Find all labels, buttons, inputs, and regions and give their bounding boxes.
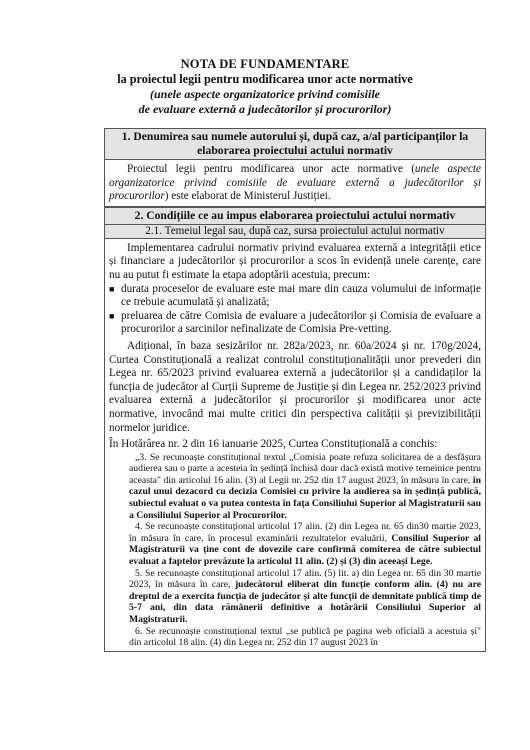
court-decision-quote (129, 452, 481, 649)
section-2-content (104, 239, 486, 652)
quote-item-5: 5. Se recunoaște constituțional articolul 17 alin. (5) lit. a) din Legea nr. 65 din 30 martie 2023, în măsura în care, judecătorul eliberat din funcție conform alin. (4) nu are dreptul de a exercita funcția de judecător și alte funcții de demnitate publică timp de 5-7 ani, din data rămânerii definitive a hotărârii Consiliului Superior al Magistraturii. (129, 567, 482, 625)
section-2-intro: Implementarea cadrului normativ privind evaluarea externă a integrității etice și financiare a judecătorilor și procurorilor a scos în evidență unele carențe, care nu au putut fi estimate la etapa adoptării acestuia, precum: (109, 241, 481, 281)
section-2-1-heading: 2.1. Temeiul legal sau, după caz, sursa proiectului actului normativ (104, 225, 486, 239)
section-1-content (104, 160, 486, 207)
section-2-additional-paragraph: Adițional, în baza sesizărilor nr. 282a/2023, nr. 60a/2024 și nr. 170g/2024, Curtea Constituțională a realizat controlul constituționalității unor prevederi din Legea nr. 65/2023 privind evaluarea externă a judecătorilor și a candidaților la funcția de judecător al Curții Supreme de Justiție și din Legea nr. 252/2023 privind evaluarea externă a judecătorilor și procurorilor și modificarea unor acte normative, invocând mai multe critici din perspectiva calității și previzibilității normelor juridice. (109, 339, 481, 434)
document-subtitle: la proiectul legii pentru modificarea unor acte normative (117, 72, 413, 86)
hotarare-line: În Hotărârea nr. 2 din 16 ianuarie 2025, Curtea Constituțională a conchis: (109, 438, 438, 451)
section-1-heading: 1. Denumirea sau numele autorului și, după caz, a/al participanților la elaborarea proiectului actului normativ (104, 128, 486, 160)
list-item: ■ preluarea de către Comisia de evaluare a judecătorilor și Comisia de evaluare a procurorilor a sarcinilor nefinalizate de Comisia Pre-vetting. (109, 309, 481, 336)
quote-item-4: 4. Se recunoaște constituțional articolul 17 alin. (2) din Legea nr. 65 din30 martie 2023, în măsura în care, în procesul examinării rezultatelor evaluării, Consiliul Superior al Magistraturii va ține cont de dovezile care confirmă comiterea de către subiectul evaluat a faptelor prevăzute la articolul 11 alin. (2) și (3) din aceeași Lege. (129, 521, 481, 568)
problem-list (109, 283, 481, 337)
title-block (0, 56, 530, 117)
list-item: ■ durata proceselor de evaluare este mai mare din cauza volumului de informație ce trebuie acumulată și analizată; (109, 282, 481, 309)
document-title: NOTA DE FUNDAMENTARE (180, 57, 350, 71)
quote-item-3: „3. Se recunoaște constituțional textul „Comisia poate refuza solicitarea de a desfășura audierea sau o parte a acesteia în ședință închisă doar dacă există motive temeinice pentru aceasta" din articolul 16 alin. (3) al Legii nr. 252 din 17 august 2023, în măsura în care, în cazul unui dezacord cu decizia Comisiei cu privire la audierea sa în ședință publică, subiectul evaluat o va putea contesta în fața Consiliului Superior al Magistraturii sau a Consiliului Superior al Procurorilor. (129, 451, 481, 521)
document-body (104, 128, 486, 652)
section-2-heading: 2. Condițiile ce au impus elaborarea proiectului actului normativ (104, 207, 486, 225)
bullet-icon: ■ (109, 310, 115, 321)
section-1-paragraph: Proiectul legii pentru modificarea unor acte normative (unele aspecte organizatorice privind comisiile de evaluare externă a judecătorilor și procurorilor) este elaborat de Ministerul Justiției. (109, 163, 481, 203)
quote-item-6: 6. Se recunoaște constituțional textul „se publică pe pagina web oficială a acestuia și" din articolul 18 alin. (4) din Legea nr. 252 din 17 august 2023 în (129, 625, 481, 649)
bullet-icon: ■ (109, 283, 115, 294)
document-scope-line-1: (unele aspecte organizatorice privind comisiile (150, 87, 380, 101)
document-scope-line-2: de evaluare externă a judecătorilor și procurorilor) (138, 102, 392, 116)
